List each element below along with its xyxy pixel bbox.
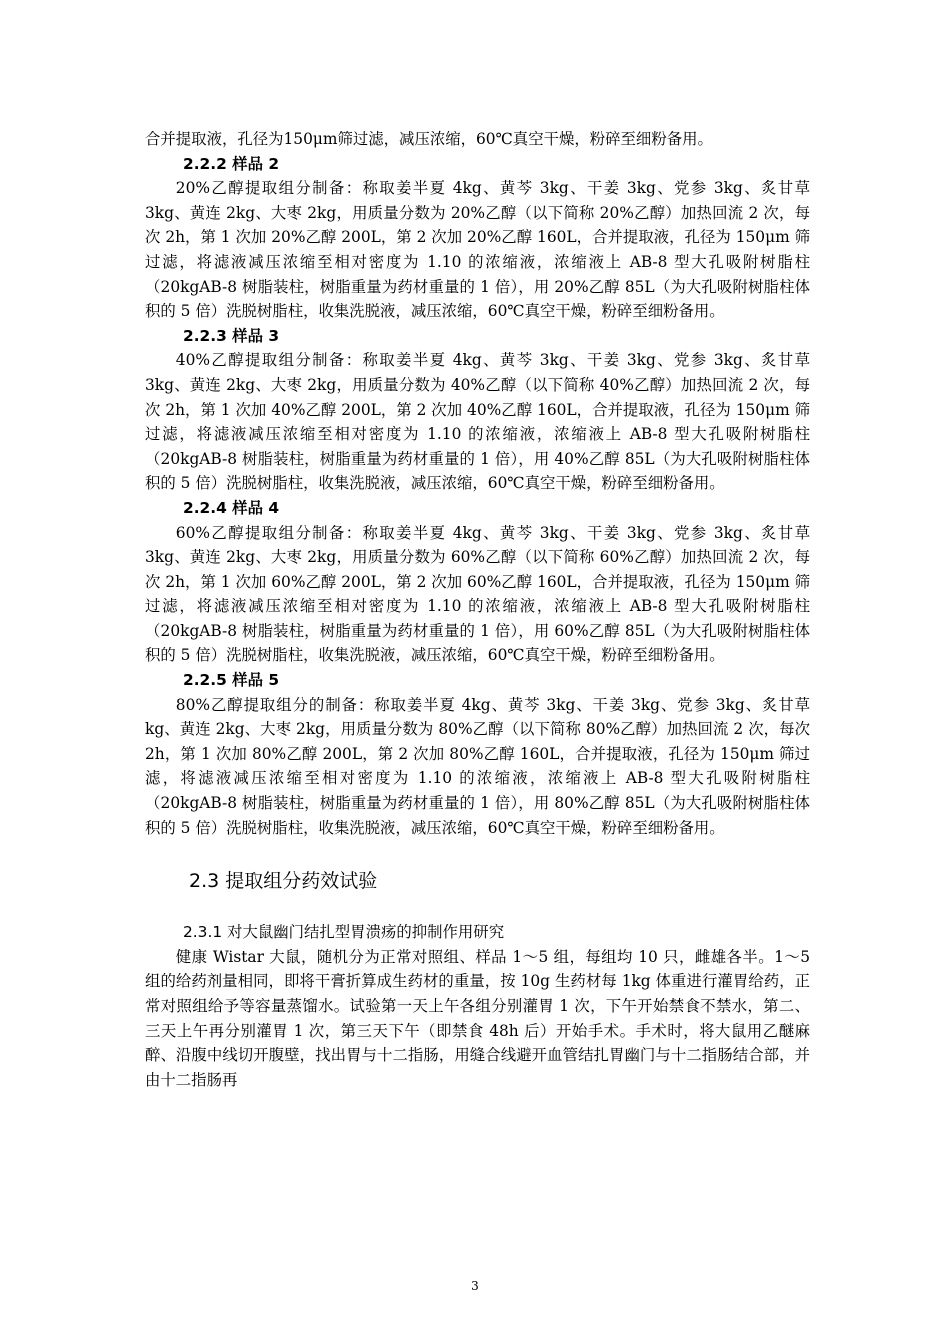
heading-sample-5: 2.2.5 样品 5 <box>183 671 280 690</box>
paragraph-2-3-1: 健康 Wistar 大鼠，随机分为正常对照组、样品 1～5 组，每组均 10 只，雌雄各半。1～5 组的给药剂量相同，即将干膏折算成生药材的重量，按 10g 生药材每 1kg 体重进行灌胃给药，正常对照组给予等容量蒸馏水。试验第一天上午各组分别灌胃 1 次，下午开始禁食不禁水，第二、三天上午再分别灌胃 1 次，第三天下午（即禁食 48h 后）开始手术。手术时，将大鼠用乙醚麻醉、沿腹中线切开腹壁，找出胃与十二指肠，用缝合线避开血管结扎胃幽门与十二指肠结合部，并由十二指肠再 <box>145 947 810 1089</box>
heading-sample-3: 2.2.3 样品 3 <box>183 326 280 345</box>
paragraph-sample-4: 60%乙醇提取组分制备：称取姜半夏 4kg、黄芩 3kg、干姜 3kg、党参 3kg、炙甘草 3kg、黄连 2kg、大枣 2kg，用质量分数为 60%乙醇（以下简称 60%乙醇）加热回流 2 次，每次 2h，第 1 次加 60%乙醇 200L，第 2 次加 60%乙醇 160L，合并提取液，孔径为 150μm 筛过滤，将滤液减压浓缩至相对密度为 1.10 的浓缩液，浓缩液上 AB-8 型大孔吸附树脂柱（20kgAB-8 树脂装柱，树脂重量为药材重量的 1 倍），用 60%乙醇 85L（为大孔吸附树脂柱体积的 5 倍）洗脱树脂柱，收集洗脱液，减压浓缩，60℃真空干燥，粉碎至细粉备用。 <box>145 523 810 665</box>
heading-sample-4: 2.2.4 样品 4 <box>183 498 280 517</box>
paragraph-continuation: 合并提取液，孔径为150μm筛过滤，减压浓缩，60℃真空干燥，粉碎至细粉备用。 <box>145 130 713 148</box>
spacer <box>145 894 810 920</box>
paragraph-sample-2: 20%乙醇提取组分制备：称取姜半夏 4kg、黄芩 3kg、干姜 3kg、党参 3kg、炙甘草 3kg、黄连 2kg、大枣 2kg，用质量分数为 20%乙醇（以下简称 20%乙醇）加热回流 2 次，每次 2h，第 1 次加 20%乙醇 200L，第 2 次加 20%乙醇 160L，合并提取液，孔径为 150μm 筛过滤，将滤液减压浓缩至相对密度为 1.10 的浓缩液，浓缩液上 AB-8 型大孔吸附树脂柱（20kgAB-8 树脂装柱，树脂重量为药材重量的 1 倍），用 20%乙醇 85L（为大孔吸附树脂柱体积的 5 倍）洗脱树脂柱，收集洗脱液，减压浓缩，60℃真空干燥，粉碎至细粉备用。 <box>145 179 810 321</box>
heading-2-3-1: 2.3.1 对大鼠幽门结扎型胃溃疡的抑制作用研究 <box>183 923 505 942</box>
paragraph-sample-3: 40%乙醇提取组分制备：称取姜半夏 4kg、黄芩 3kg、干姜 3kg、党参 3kg、炙甘草 3kg、黄连 2kg、大枣 2kg，用质量分数为 40%乙醇（以下简称 40%乙醇）加热回流 2 次，每次 2h，第 1 次加 40%乙醇 200L，第 2 次加 40%乙醇 160L，合并提取液，孔径为 150μm 筛过滤，将滤液减压浓缩至相对密度为 1.10 的浓缩液，浓缩液上 AB-8 型大孔吸附树脂柱（20kgAB-8 树脂装柱，树脂重量为药材重量的 1 倍），用 40%乙醇 85L（为大孔吸附树脂柱体积的 5 倍）洗脱树脂柱，收集洗脱液，减压浓缩，60℃真空干燥，粉碎至细粉备用。 <box>145 351 810 493</box>
spacer <box>145 840 810 868</box>
heading-sample-2: 2.2.2 样品 2 <box>183 154 280 173</box>
page-number: 3 <box>471 1279 479 1293</box>
page-body <box>145 127 810 1092</box>
paragraph-sample-5: 80%乙醇提取组分的制备：称取姜半夏 4kg、黄芩 3kg、干姜 3kg、党参 3kg、炙甘草 kg、黄连 2kg、大枣 2kg，用质量分数为 80%乙醇（以下简称 80%乙醇）加热回流 2 次，每次 2h，第 1 次加 80%乙醇 200L，第 2 次加 80%乙醇 160L，合并提取液，孔径为 150μm 筛过滤，将滤液减压浓缩至相对密度为 1.10 的浓缩液，浓缩液上 AB-8 型大孔吸附树脂柱（20kgAB-8 树脂装柱，树脂重量为药材重量的 1 倍），用 80%乙醇 85L（为大孔吸附树脂柱体积的 5 倍）洗脱树脂柱，收集洗脱液，减压浓缩，60℃真空干燥，粉碎至细粉备用。 <box>145 695 810 837</box>
section-title-2-3: 2.3 提取组分药效试验 <box>189 870 378 893</box>
